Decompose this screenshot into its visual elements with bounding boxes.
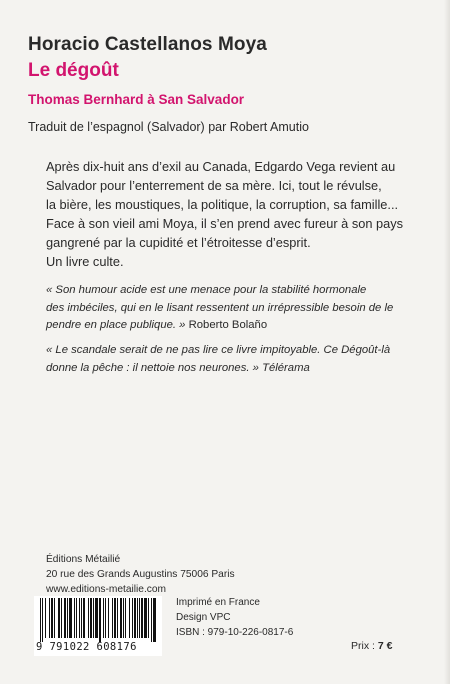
quote-line: donne la pêche : il nettoie nos neurones. » — [46, 361, 259, 374]
barcode-bar — [51, 598, 53, 638]
barcode-bar — [74, 598, 75, 638]
barcode-bar — [132, 598, 133, 638]
price — [351, 640, 392, 652]
barcode-bar — [114, 598, 116, 638]
design-credit: Design VPC — [176, 612, 231, 623]
barcode-bar — [49, 598, 50, 638]
isbn-text: ISBN : 979-10-226-0817-6 — [176, 627, 294, 638]
quote-line: pendre en place publique. » — [46, 319, 186, 332]
summary-line: Face à son vieil ami Moya, il s’en prend avec fureur à son pays — [46, 216, 404, 231]
quote-line: « Son humour acide est une menace pour la stabilité hormonale — [46, 284, 367, 296]
review-quote-bolano — [46, 282, 428, 335]
book-title: Le dégoût — [28, 60, 119, 81]
barcode-bar — [117, 598, 118, 638]
summary-line: Après dix-huit ans d’exil au Canada, Edgardo Vega revient au — [46, 159, 396, 174]
barcode-bar — [153, 598, 156, 642]
barcode-bar — [69, 598, 72, 638]
publisher-website: www.editions-metailie.com — [46, 584, 167, 595]
barcode-bar — [123, 598, 124, 638]
barcode-bar — [64, 598, 66, 638]
print-info — [176, 595, 293, 640]
barcode-bar — [54, 598, 55, 638]
barcode-bar — [45, 598, 46, 638]
barcode-bar — [139, 598, 140, 638]
barcode-bar — [125, 598, 126, 638]
barcode-bar — [144, 598, 147, 638]
book-subtitle: Thomas Bernhard à San Salvador — [28, 92, 245, 107]
barcode-bar — [67, 598, 68, 638]
publisher-info — [46, 552, 235, 597]
barcode-bar — [88, 598, 89, 638]
barcode-bar — [76, 598, 77, 638]
barcode-bar — [79, 598, 80, 638]
barcode-bar — [95, 598, 98, 638]
barcode-bar — [61, 598, 62, 638]
barcode-bar — [40, 598, 41, 642]
barcode-bar — [134, 598, 136, 638]
quote-line: « Le scandale serait de ne pas lire ce livre impitoyable. Ce Dégoût-là — [46, 344, 391, 356]
quote-source: Télérama — [262, 361, 310, 374]
summary-text — [46, 157, 424, 271]
summary-line: la bière, les moustiques, la politique, la corruption, sa famille... — [46, 197, 399, 212]
quote-line: des imbéciles, qui en le lisant ressentent un irrépressible besoin de le — [46, 301, 394, 314]
barcode-bar — [151, 598, 152, 642]
translator-line: Traduit de l’espagnol (Salvador) par Robert Amutio — [28, 120, 309, 134]
summary-line: Un livre culte. — [46, 254, 124, 269]
barcode-digits: 9 791022 608176 — [36, 641, 137, 653]
barcode-bar — [58, 598, 60, 638]
barcode-bar — [103, 598, 104, 638]
barcode-bar — [93, 598, 94, 638]
printed-in: Imprimé en France — [176, 597, 260, 608]
barcode-bar — [120, 598, 122, 638]
isbn-barcode — [34, 596, 162, 656]
author-name: Horacio Castellanos Moya — [28, 34, 267, 55]
barcode-bar — [83, 598, 85, 638]
quote-source: Roberto Bolaño — [188, 319, 268, 332]
price-value: 7 € — [377, 640, 393, 652]
barcode-bar — [148, 598, 149, 638]
barcode-bar — [129, 598, 130, 638]
cover-edge-shadow — [444, 0, 450, 684]
publisher-address: 20 rue des Grands Augustins 75006 Paris — [46, 569, 235, 580]
barcode-bars — [40, 598, 156, 642]
barcode-bar — [112, 598, 113, 638]
barcode-bar — [90, 598, 92, 638]
barcode-bar — [108, 598, 109, 638]
summary-line: Salvador pour l’enterrement de sa mère. Ici, tout le révulse, — [46, 178, 382, 193]
publisher-name: Éditions Métailié — [46, 554, 121, 565]
barcode-bar — [141, 598, 143, 638]
barcode-bar — [81, 598, 82, 638]
barcode-bar — [42, 598, 43, 642]
summary-line: gangrené par la cupidité et l’étroitesse d’esprit. — [46, 235, 311, 250]
barcode-bar — [137, 598, 138, 638]
price-label: Prix : — [351, 640, 378, 652]
review-quote-telerama — [46, 342, 428, 377]
barcode-bar — [99, 598, 101, 642]
barcode-bar — [105, 598, 106, 638]
